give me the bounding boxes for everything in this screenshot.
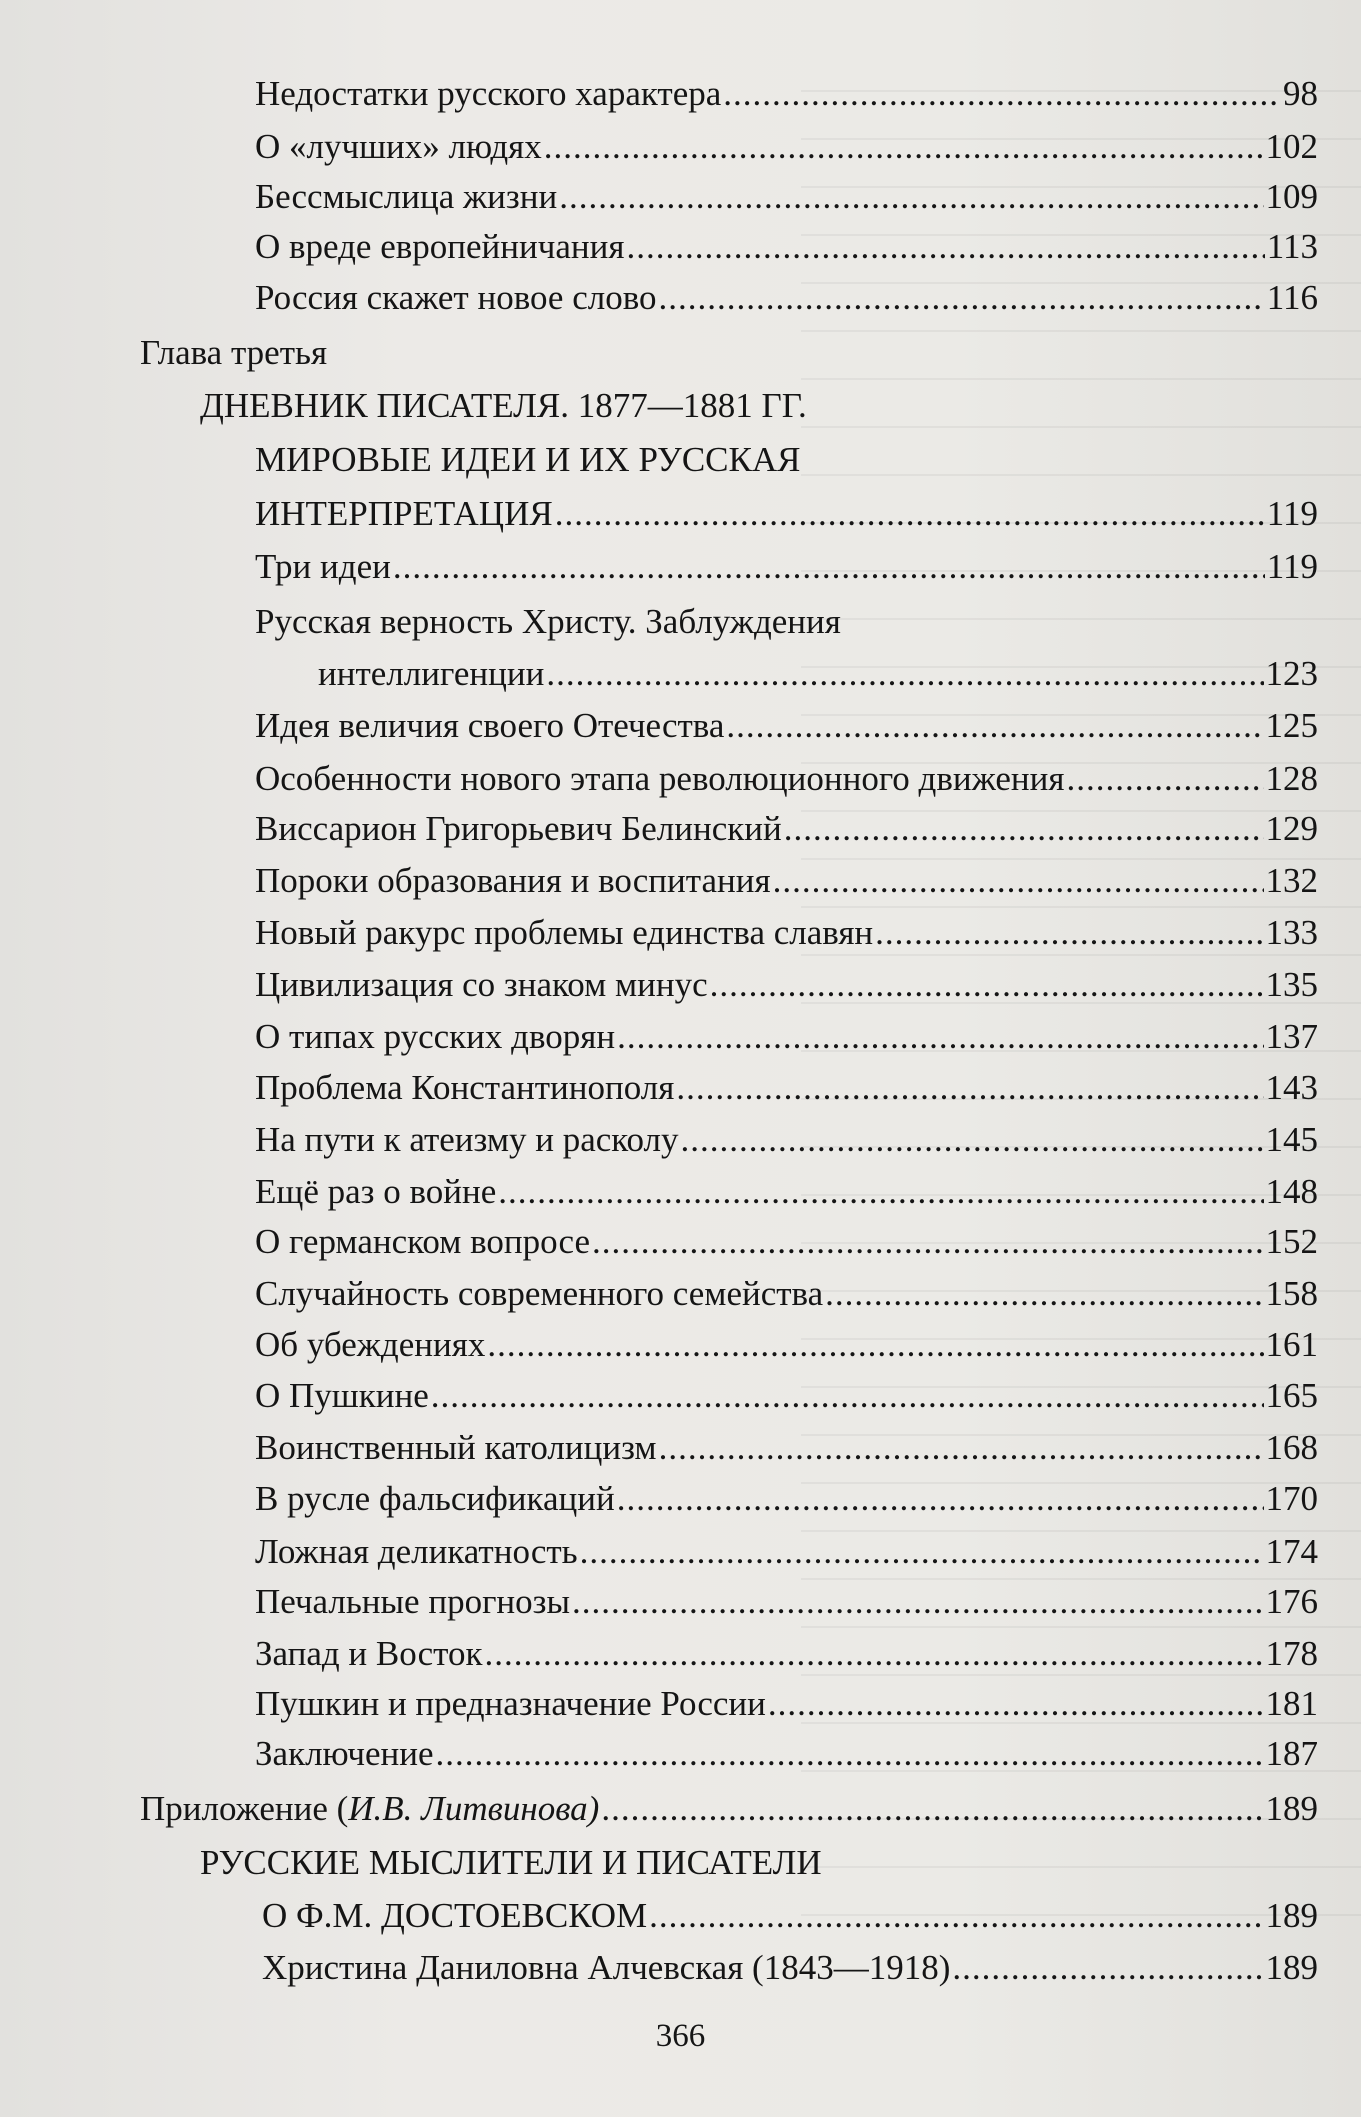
dot-leader (659, 1424, 1264, 1472)
toc-title: Печальные прогнозы (255, 1582, 570, 1621)
dot-leader (626, 223, 1264, 271)
toc-page-number: 135 (1265, 965, 1318, 1004)
toc-row (255, 1013, 1318, 1061)
toc-title: Пушкин и предназначение России (255, 1684, 766, 1723)
toc-page-number: 129 (1265, 809, 1318, 848)
toc-page-number: 181 (1265, 1684, 1318, 1723)
toc-title: Бессмыслица жизни (255, 177, 558, 216)
toc-row (255, 1680, 1318, 1728)
dot-leader (544, 123, 1264, 171)
dot-leader (546, 650, 1263, 698)
toc-title: ДНЕВНИК ПИСАТЕЛЯ. 1877—1881 ГГ. (200, 386, 807, 425)
toc-page-number: 189 (1265, 1948, 1318, 1987)
toc-row (255, 70, 1318, 118)
toc-page-number: 158 (1265, 1274, 1318, 1313)
toc-row (255, 1116, 1318, 1164)
toc-page-number: 119 (1266, 547, 1318, 586)
toc-title: Приложение ( (140, 1789, 349, 1828)
toc-row (255, 702, 1318, 750)
toc-row (318, 650, 1318, 698)
toc-row (255, 490, 1318, 538)
toc-row (255, 598, 1318, 646)
dot-leader (773, 857, 1264, 905)
toc-title: Особенности нового этапа революционного движения (255, 759, 1065, 798)
toc-row (255, 436, 1318, 484)
toc-page-number: 170 (1265, 1479, 1318, 1518)
toc-title: ИНТЕРПРЕТАЦИЯ (255, 494, 553, 533)
toc-row (255, 274, 1318, 322)
toc-title: Проблема Константинополя (255, 1068, 675, 1107)
toc-title: Виссарион Григорьевич Белинский (255, 809, 782, 848)
dot-leader (559, 173, 1263, 221)
toc-row (255, 1064, 1318, 1112)
dot-leader (784, 805, 1264, 853)
toc-title: Три идеи (255, 547, 391, 586)
toc-row (255, 805, 1318, 853)
toc-title: Россия скажет новое слово (255, 278, 657, 317)
dot-leader (875, 909, 1263, 957)
toc-page-number: 119 (1266, 494, 1318, 533)
toc-title: О германском вопросе (255, 1222, 590, 1261)
dot-leader (768, 1680, 1264, 1728)
toc-page-number: 128 (1265, 759, 1318, 798)
toc-page-number: 98 (1283, 74, 1318, 113)
toc-title: Об убеждениях (255, 1325, 486, 1364)
toc-title: Цивилизация со знаком минус (255, 965, 708, 1004)
toc-row (262, 1944, 1318, 1992)
toc-title: Ещё раз о войне (255, 1172, 497, 1211)
toc-page-number: 161 (1265, 1325, 1318, 1364)
toc-title: Случайность современного семейства (255, 1274, 824, 1313)
dot-leader (572, 1578, 1264, 1626)
dot-leader (723, 70, 1281, 118)
toc-row (200, 382, 1318, 430)
toc-title: Новый ракурс проблемы единства славян (255, 913, 874, 952)
toc-row (262, 1892, 1318, 1940)
toc-page-number: 176 (1265, 1582, 1318, 1621)
toc-title: Воинственный католицизм (255, 1428, 657, 1467)
dot-leader (498, 1168, 1263, 1216)
dot-leader (592, 1218, 1264, 1266)
toc-row (255, 1730, 1318, 1778)
toc-page-number: 113 (1266, 227, 1318, 266)
dot-leader (485, 1630, 1264, 1678)
toc-row (255, 123, 1318, 171)
toc-page-number: 152 (1265, 1222, 1318, 1261)
toc-page-number: 133 (1265, 913, 1318, 952)
dot-leader (555, 490, 1265, 538)
toc-row (255, 173, 1318, 221)
dot-leader (825, 1270, 1263, 1318)
dot-leader (617, 1475, 1264, 1523)
toc-page-number: 145 (1265, 1120, 1318, 1159)
dot-leader (436, 1730, 1264, 1778)
toc-title: О вреде европейничания (255, 227, 625, 266)
dot-leader (1066, 755, 1263, 803)
toc-row (140, 1785, 1318, 1833)
toc-row (255, 543, 1318, 591)
toc-page-number: 174 (1265, 1532, 1318, 1571)
dot-leader (617, 1013, 1263, 1061)
toc-page-number: 187 (1265, 1734, 1318, 1773)
toc-row (255, 1372, 1318, 1420)
toc-title: интеллигенции (318, 654, 545, 693)
toc-page-number: 123 (1265, 654, 1318, 693)
toc-page-number: 165 (1265, 1376, 1318, 1415)
toc-row (140, 329, 1318, 377)
toc-row (255, 857, 1318, 905)
toc-title: Запад и Восток (255, 1634, 483, 1673)
toc-row (200, 1839, 1318, 1887)
toc-title: О типах русских дворян (255, 1017, 616, 1056)
dot-leader (487, 1321, 1263, 1369)
toc-row (255, 223, 1318, 271)
toc-row (255, 961, 1318, 1009)
toc-title: Глава третья (140, 333, 328, 372)
page-number: 366 (655, 2018, 706, 2054)
toc-row (255, 1270, 1318, 1318)
dot-leader (676, 1064, 1263, 1112)
toc-title: Идея величия своего Отечества (255, 706, 725, 745)
toc-row (255, 755, 1318, 803)
toc-title: Недостатки русского характера (255, 74, 722, 113)
toc-title: Пороки образования и воспитания (255, 861, 771, 900)
dot-leader (710, 961, 1264, 1009)
toc-page-number: 168 (1265, 1428, 1318, 1467)
toc-page-number: 132 (1265, 861, 1318, 900)
toc-title: О Ф.М. ДОСТОЕВСКОМ (262, 1896, 648, 1935)
toc-page-number: 125 (1265, 706, 1318, 745)
toc-page-number: 178 (1265, 1634, 1318, 1673)
toc-title: На пути к атеизму и расколу (255, 1120, 679, 1159)
toc-title: Заключение (255, 1734, 434, 1773)
toc-page-number: 116 (1266, 278, 1318, 317)
toc-row (255, 1475, 1318, 1523)
dot-leader (649, 1892, 1263, 1940)
toc-title: Русская верность Христу. Заблуждения (255, 602, 841, 641)
toc-title: О «лучших» людях (255, 127, 542, 166)
toc-row (255, 1218, 1318, 1266)
toc-title: Ложная деликатность (255, 1532, 578, 1571)
toc-title: О Пушкине (255, 1376, 429, 1415)
dot-leader (658, 274, 1264, 322)
dot-leader (681, 1116, 1264, 1164)
toc-row (255, 1168, 1318, 1216)
toc-title: Христина Даниловна Алчевская (1843—1918) (262, 1948, 951, 1987)
toc-page-number: 148 (1265, 1172, 1318, 1211)
toc-title: МИРОВЫЕ ИДЕИ И ИХ РУССКАЯ (255, 440, 801, 479)
dot-leader (952, 1944, 1263, 1992)
toc-page-number: 189 (1265, 1896, 1318, 1935)
toc-row (255, 1321, 1318, 1369)
dot-leader (601, 1785, 1263, 1833)
dot-leader (726, 702, 1263, 750)
toc-title: РУССКИЕ МЫСЛИТЕЛИ И ПИСАТЕЛИ (200, 1843, 822, 1882)
dot-leader (431, 1372, 1264, 1420)
dot-leader (393, 543, 1265, 591)
toc-page-number: 102 (1265, 127, 1318, 166)
toc-row (255, 1578, 1318, 1626)
toc-row (255, 1528, 1318, 1576)
toc-page-number: 137 (1265, 1017, 1318, 1056)
dot-leader (580, 1528, 1264, 1576)
toc-row (255, 1424, 1318, 1472)
toc-page-number: 143 (1265, 1068, 1318, 1107)
toc-row (255, 1630, 1318, 1678)
toc-row (255, 909, 1318, 957)
toc-title: В русле фальсификаций (255, 1479, 615, 1518)
toc-author: И.В. Литвинова) (348, 1789, 600, 1828)
toc-page-number: 109 (1265, 177, 1318, 216)
toc-page-number: 189 (1265, 1789, 1318, 1828)
